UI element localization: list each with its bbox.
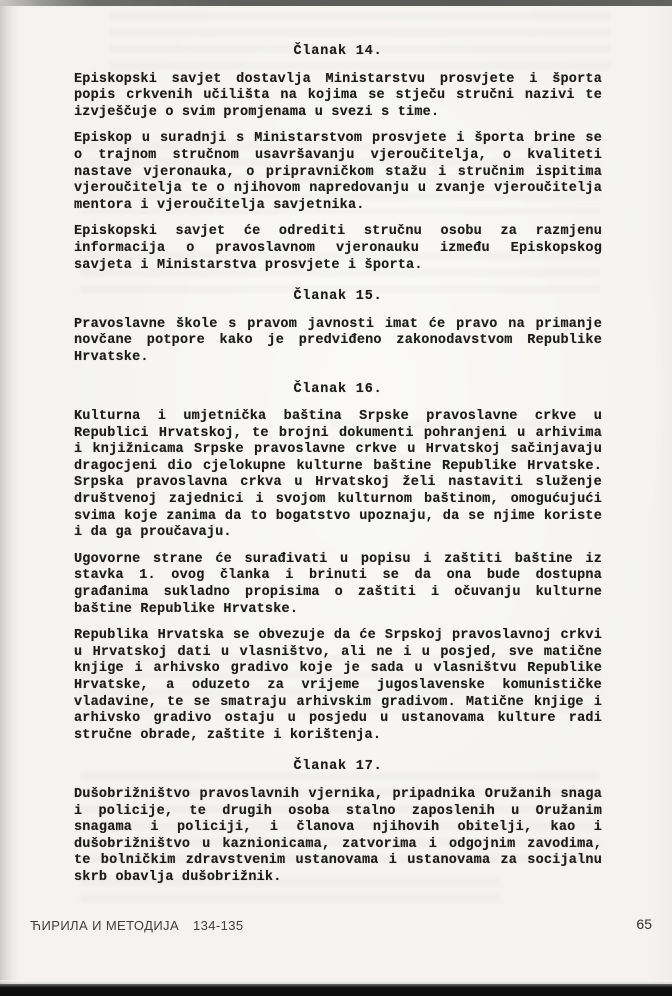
paragraph: Episkopski savjet dostavlja Ministarstvu prosvjete i športa popis crkvenih učilišta na kojima se stječu stručni nazivi te izvješčuje o svim promjenama u svezi s time.	[74, 71, 602, 120]
paragraph: Episkopski savjet će odrediti stručnu osobu za razmjenu informacija o pravoslavnom vjeronauku između Episkopskog savjeta i Ministarstva prosvjete i športa.	[74, 224, 602, 273]
footer-journal-title: ЋИРИЛА И МЕТОДИЈА	[30, 918, 180, 933]
article-17	[74, 759, 602, 886]
footer	[30, 918, 244, 933]
article-heading: Članak 17.	[293, 759, 383, 775]
article-16	[74, 382, 602, 745]
paragraph: Dušobrižništvo pravoslavnih vjernika, pripadnika Oružanih snaga i policije, te drugih osoba stalno zaposlenih u Oružanim snagama i policiji, i članova njihovih obitelji, kao i dušobrižništvo u kaznionicama, zatvorima i odgojnim zavodima, te bolničkim zdravstvenim ustanovama i ustanovama za socijalnu skrb obavlja dušobrižnik.	[74, 786, 602, 885]
article-14	[74, 44, 602, 274]
article-15	[74, 289, 602, 366]
paragraph: Ugovorne strane će surađivati u popisu i zaštiti baštine iz stavka 1. ovog članka i brinuti se da ona bude dostupna građanima sukladno propisima o zaštiti i očuvanju kulturne baštine Republike Hrvatske.	[74, 551, 602, 617]
page-number: 65	[636, 916, 652, 932]
paragraph: Pravoslavne škole s pravom javnosti imat će pravo na primanje novčane potpore kako je predviđeno zakonodavstvom Republike Hrvatske.	[74, 316, 602, 365]
document-content	[74, 44, 602, 897]
scan-top-edge	[0, 0, 672, 6]
article-heading: Članak 16.	[293, 381, 383, 397]
article-heading: Članak 14.	[293, 44, 383, 59]
scan-bottom-edge	[0, 984, 672, 996]
article-heading: Članak 15.	[293, 289, 383, 305]
footer-issue-number: 134-135	[193, 918, 244, 933]
paragraph: Kulturna i umjetnička baština Srpske pravoslavne crkve u Republici Hrvatskoj, te brojni dokumenti pohranjeni u arhivima i knjižnicama Srpske pravoslavne crkve u Hrvatskoj sačinjavaju dragocjeni dio cjelokupne kulturne baštine Republike Hrvatske. Srpska pravoslavna crkva u Hrvatskoj želi nastaviti služenje društvenoj zajednici i svojom kulturnom baštinom, omogućujući svima koje zanima da to bogatstvo upoznaju, da se njime koriste i da ga proučavaju.	[74, 409, 602, 541]
paragraph: Episkop u suradnji s Ministarstvom prosvjete i športa brine se o trajnom stručnom usavršavanju vjeroučitelja, o kvaliteti nastave vjeronauka, o pripravničkom stažu i stručnim ispitima vjeroučitelja te o njihovom napredovanju u zvanje vjeroučitelja mentora i vjeroučitelja savjetnika.	[74, 131, 602, 213]
paragraph: Republika Hrvatska se obvezuje da će Srpskoj pravoslavnoj crkvi u Hrvatskoj dati u vlasništvo, ali ne i u posjed, sve matične knjige i arhivsko gradivo koje je sada u vlasništvu Republike Hrvatske, a oduzeto za vrijeme jugoslavenske komunističke vladavine, te se smatraju arhivskim gradivom. Matične knjige i arhivsko gradivo ostaju u posjedu u ustanovama kulture radi stručne obrade, zaštite i korištenja.	[74, 628, 602, 743]
